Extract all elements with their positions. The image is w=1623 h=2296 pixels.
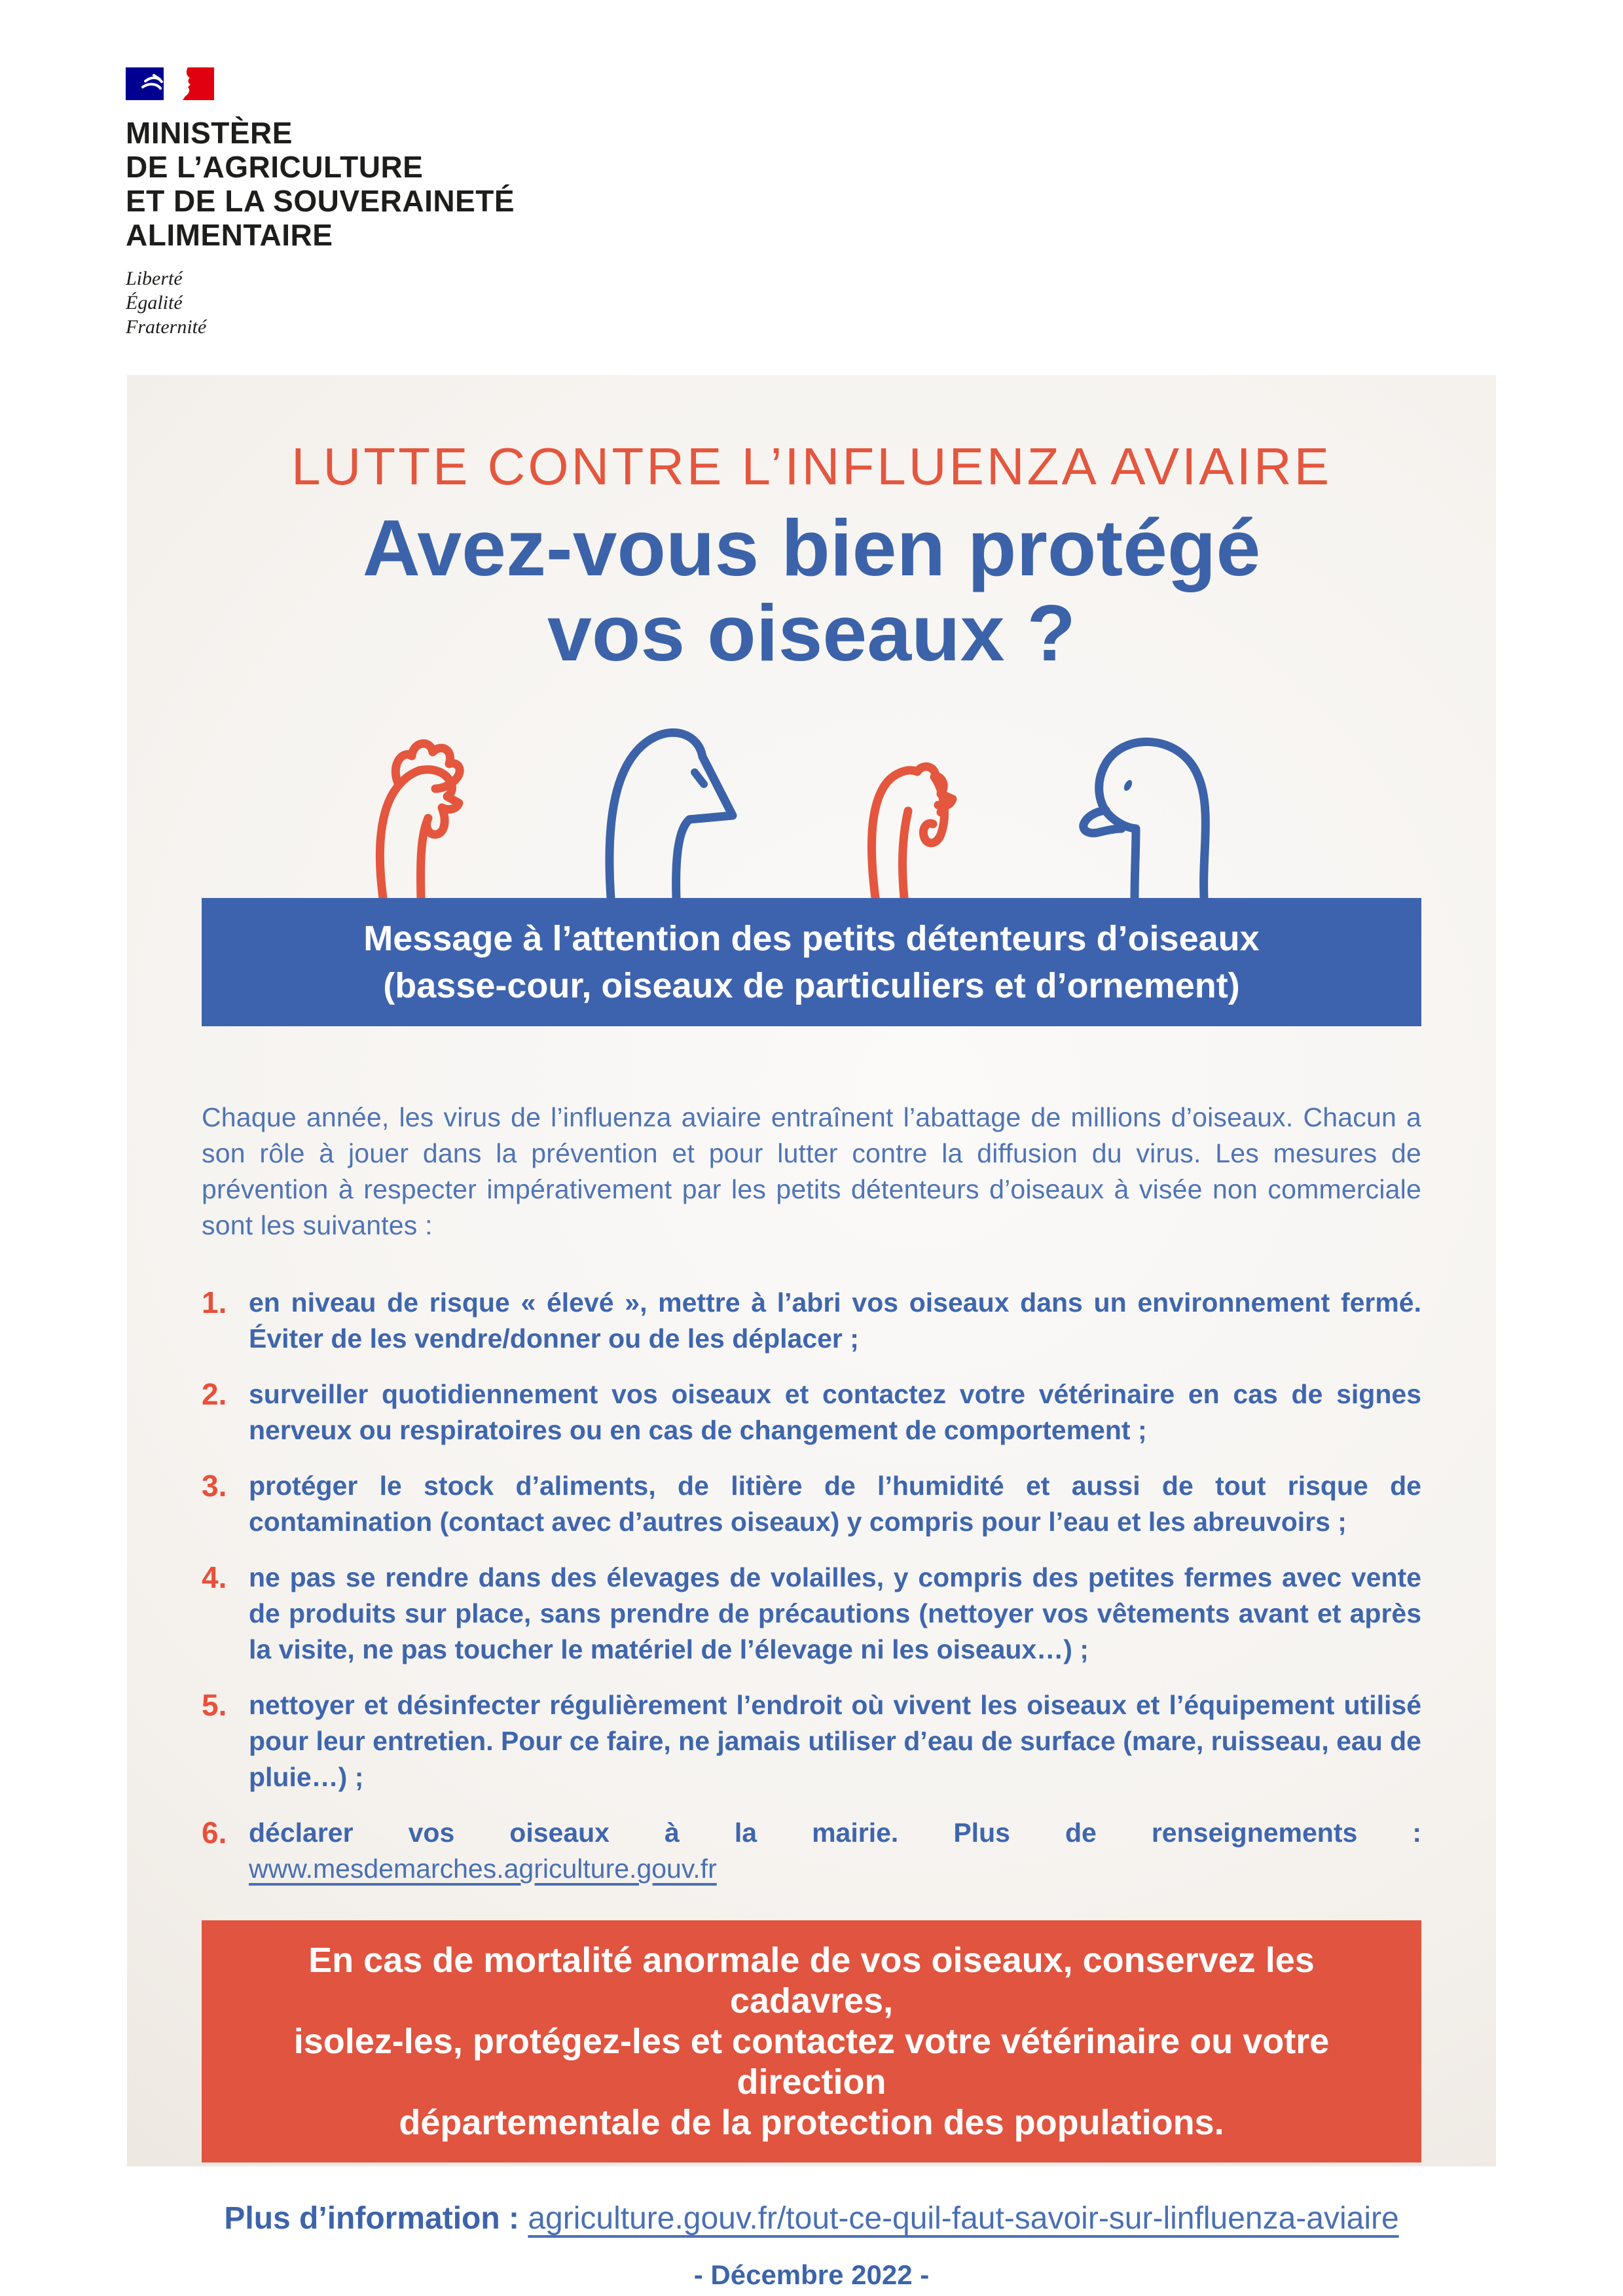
list-item	[202, 1376, 1421, 1448]
audience-banner	[202, 898, 1421, 1026]
bird-illustrations	[202, 711, 1421, 898]
duck-icon	[1065, 702, 1281, 898]
intro-paragraph: Chaque année, les virus de l’influenza aviaire entraînent l’abattage de millions d’oiseaux. Chacun a son rôle à jouer dans la prévention et pour lutter contre la diffusion du virus. Les mesures de prévention à respecter impérativement par les petits détenteurs d’oiseaux à visée non commerciale sont les suivantes :	[202, 1102, 1421, 1240]
item-number: 4.	[202, 1560, 227, 1594]
item-text: ne pas se rendre dans des élevages de volailles, y compris des petites fermes avec vente de produits sur place, sans prendre de précautions (nettoyer vos vêtements avant et après la visite, ne pas toucher le matériel de l’élevage ni les oiseaux…) ;	[249, 1562, 1421, 1664]
motto-line: Fraternité	[126, 316, 207, 338]
item-text: protéger le stock d’aliments, de litière de l’humidité et aussi de tout risque de contamination (contact avec d’autres oiseaux) y compris pour l’eau et les abreuvoirs ;	[249, 1471, 1421, 1537]
publication-date: - Décembre 2022 -	[693, 2259, 930, 2290]
item-text	[249, 1815, 1421, 1887]
republic-motto	[126, 266, 515, 339]
motto-line: Égalité	[126, 292, 183, 314]
poster-title	[202, 505, 1421, 675]
alert-line2: isolez-les, protégez-les et contactez votre vétérinaire ou votre direction	[293, 2022, 1330, 2102]
audience-banner-line1: Message à l’attention des petits détenteurs d’oiseaux	[363, 919, 1260, 958]
item-link[interactable]: www.mesdemarches.agriculture.gouv.fr	[249, 1854, 717, 1884]
item-text-prefix: déclarer vos oiseaux à la mairie. Plus de renseignements :	[249, 1818, 1421, 1848]
item-number: 2.	[202, 1377, 227, 1411]
motto-line: Liberté	[126, 268, 183, 289]
alert-line1: En cas de mortalité anormale de vos oiseaux, conservez les cadavres,	[308, 1941, 1315, 2020]
ministry-line: ALIMENTAIRE	[126, 218, 333, 252]
list-item	[202, 1815, 1421, 1887]
item-text: surveiller quotidiennement vos oiseaux et contactez votre vétérinaire en cas de signes nerveux ou respiratoires ou en cas de changement de comportement ;	[249, 1379, 1421, 1445]
ministry-name	[126, 116, 515, 252]
more-info-label: Plus d’information :	[224, 2201, 528, 2236]
poster-title-line2: vos oiseaux ?	[547, 588, 1076, 677]
item-number: 6.	[202, 1816, 227, 1850]
more-info-line	[202, 2200, 1421, 2237]
rooster-icon	[342, 711, 539, 898]
item-text: en niveau de risque « élevé », mettre à l’abri vos oiseaux dans un environnement fermé. Éviter de les vendre/donner ou de les déplacer ;	[249, 1287, 1421, 1354]
item-number: 5.	[202, 1688, 227, 1722]
list-item	[202, 1285, 1421, 1357]
item-text: nettoyer et désinfecter régulièrement l’endroit où vivent les oiseaux et l’équipement utilisé pour leur entretien. Pour ce faire, ne jamais utiliser d’eau de surface (mare, ruisseau, eau de pluie…) ;	[249, 1690, 1421, 1792]
french-flag-marianne-icon	[126, 67, 214, 100]
measures-list	[202, 1285, 1421, 1887]
turkey-icon	[831, 711, 1027, 898]
mortality-alert-banner	[202, 1920, 1421, 2162]
more-info-link[interactable]: agriculture.gouv.fr/tout-ce-quil-faut-savoir-sur-linfluenza-aviaire	[528, 2201, 1399, 2236]
poster-card	[127, 375, 1496, 2290]
ministry-logo-block	[126, 67, 515, 339]
list-item	[202, 1468, 1421, 1540]
list-item	[202, 1560, 1421, 1668]
item-number: 3.	[202, 1469, 227, 1503]
campaign-kicker: LUTTE CONTRE L’INFLUENZA AVIAIRE	[291, 437, 1332, 495]
audience-banner-line2: (basse-cour, oiseaux de particuliers et d’ornement)	[383, 966, 1240, 1005]
ministry-line: DE L’AGRICULTURE	[126, 150, 424, 184]
item-number: 1.	[202, 1285, 227, 1319]
alert-line3: départementale de la protection des populations.	[399, 2103, 1224, 2142]
ministry-line: MINISTÈRE	[126, 116, 293, 150]
poster-title-line1: Avez-vous bien protégé	[362, 503, 1261, 592]
goose-icon	[577, 695, 793, 898]
ministry-line: ET DE LA SOUVERAINETÉ	[126, 184, 515, 218]
list-item	[202, 1687, 1421, 1795]
